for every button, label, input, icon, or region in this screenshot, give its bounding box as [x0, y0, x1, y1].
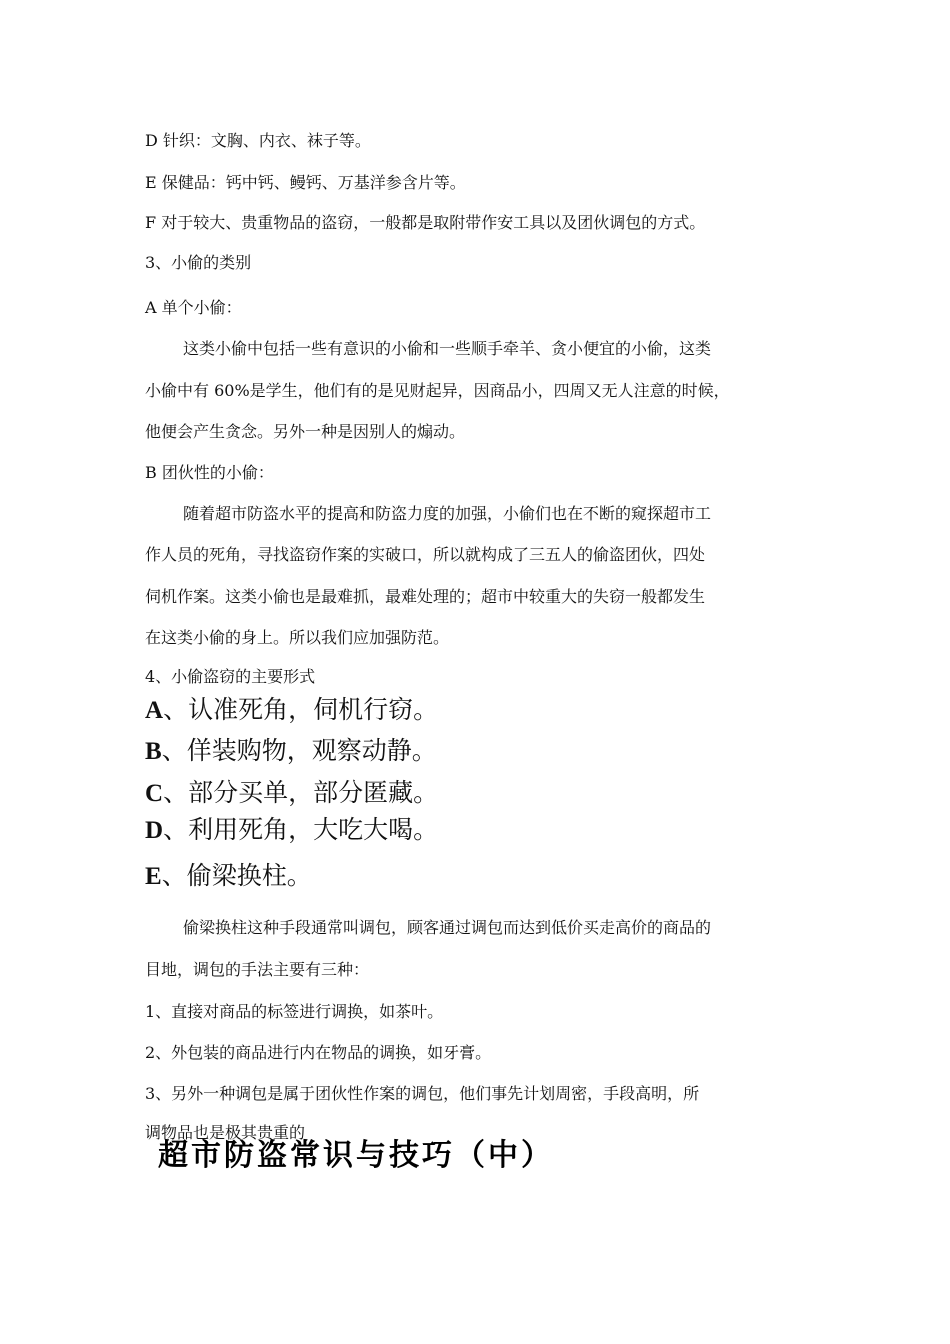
subheading: A 单个小偷： [145, 298, 242, 317]
paragraph-line: 随着超市防盗水平的提高和防盗力度的加强，小偷们也在不断的窥探超市工 [183, 504, 712, 523]
paragraph-line: 他便会产生贪念。另外一种是因别人的煽动。 [145, 422, 466, 441]
paragraph-line: 目地，调包的手法主要有三种： [145, 960, 370, 979]
paragraph-line: 小偷中有 60%是学生，他们有的是见财起异，因商品小，四周又无人注意的时候， [145, 381, 730, 400]
theft-form-item [145, 736, 437, 767]
theft-form-item [145, 695, 438, 726]
subheading: B 团伙性的小偷： [145, 463, 274, 482]
form-letter: A [145, 697, 164, 724]
form-text: 、佯装购物，观察动静。 [161, 736, 437, 765]
theft-form-item [145, 778, 438, 809]
form-letter: E [145, 863, 162, 890]
theft-form-item [145, 815, 438, 846]
text-line: F 对于较大、贵重物品的盗窃，一般都是取附带作安工具以及团伙调包的方式。 [145, 213, 706, 232]
form-letter: B [145, 738, 162, 765]
section-heading: 3、小偷的类别 [145, 253, 252, 272]
text-line: D 针织：文胸、内衣、袜子等。 [145, 131, 371, 150]
section-heading: 4、小偷盗窃的主要形式 [145, 667, 316, 686]
paragraph-line: 伺机作案。这类小偷也是最难抓，最难处理的；超市中较重大的失窃一般都发生 [145, 587, 706, 606]
list-item: 2、外包装的商品进行内在物品的调换，如牙膏。 [145, 1043, 492, 1062]
theft-form-item [145, 861, 312, 892]
document-title: 超市防盗常识与技巧（中） [158, 1138, 554, 1173]
form-letter: D [145, 817, 164, 844]
form-text: 、利用死角，大吃大喝。 [163, 815, 439, 844]
list-item: 3、另外一种调包是属于团伙性作案的调包，他们事先计划周密，手段高明，所 [145, 1084, 700, 1103]
paragraph-line: 这类小偷中包括一些有意识的小偷和一些顺手牵羊、贪小便宜的小偷，这类 [183, 339, 712, 358]
paragraph-line: 偷梁换柱这种手段通常叫调包，顾客通过调包而达到低价买走高价的商品的 [183, 918, 712, 937]
form-text: 、部分买单，部分匿藏。 [163, 778, 439, 807]
form-text: 、偷梁换柱。 [161, 861, 312, 890]
form-text: 、认准死角，伺机行窃。 [163, 695, 439, 724]
paragraph-line: 在这类小偷的身上。所以我们应加强防范。 [145, 628, 450, 647]
list-item: 调物品也是极其贵重的 [145, 1123, 306, 1142]
list-item: 1、直接对商品的标签进行调换，如茶叶。 [145, 1002, 444, 1021]
paragraph-line: 作人员的死角，寻找盗窃作案的实破口，所以就构成了三五人的偷盗团伙，四处 [145, 545, 706, 564]
text-line: E 保健品：钙中钙、鳗钙、万基洋参含片等。 [145, 173, 466, 192]
form-letter: C [145, 780, 164, 807]
